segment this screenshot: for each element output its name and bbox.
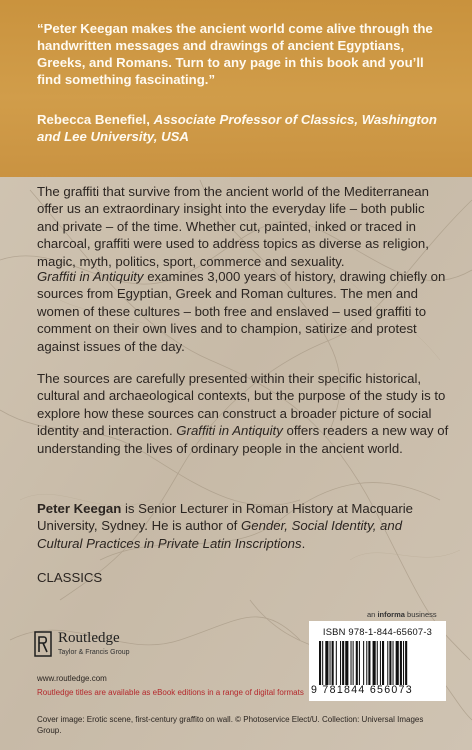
barcode-bar	[340, 641, 341, 685]
description-paragraph-3: The sources are carefully presented within their specific historical, cultural and archaeological contexts, but the purpose of the study is to explore how these sources can construct a broader picture of social identity and interaction. Graffiti in Antiquity offers readers a new way of understanding the lives of ordinary people in the ancient world.	[37, 371, 449, 456]
barcode-bar	[366, 641, 367, 685]
barcode-bar	[405, 641, 407, 685]
author-previous-book: Gender, Social Identity, and Cultural Practices in Private Latin Inscriptions	[37, 518, 403, 551]
ebook-note: Routledge titles are available as eBook editions in a range of digital formats	[37, 688, 304, 697]
endorsement-attribution	[37, 111, 447, 145]
informa-business-label: an informa business	[367, 610, 437, 619]
barcode-bar	[373, 641, 376, 685]
barcode-bar	[382, 641, 384, 685]
barcode-bar	[356, 641, 358, 685]
book-title: Graffiti in Antiquity	[37, 269, 144, 284]
barcode-bar	[322, 641, 323, 685]
barcode-bar	[359, 641, 360, 685]
endorsement-quote: “Peter Keegan makes the ancient world come alive through the handwritten messages and drawings of ancient Egyptians, Greeks, and Romans. Turn to any page in this book and you’ll find something fascinating.”	[37, 21, 433, 87]
barcode-bar	[380, 641, 381, 685]
isbn-label: ISBN 978-1-844-65607-3	[322, 626, 433, 637]
cover-image-credit: Cover image: Erotic scene, first-century graffito on wall. © Photoservice Elect/U. Collection: Universal Images Group.	[37, 715, 424, 735]
endorser-name: Rebecca Benefiel,	[37, 112, 150, 127]
publisher-name: Routledge	[58, 630, 120, 646]
barcode-bar	[389, 641, 391, 685]
author-name: Peter Keegan	[37, 501, 122, 516]
routledge-icon	[34, 631, 52, 657]
isbn-barcode	[309, 621, 446, 701]
barcode-bar	[336, 641, 337, 685]
barcode-bar	[377, 641, 378, 685]
barcode-bar	[342, 641, 344, 685]
barcode-bar	[332, 641, 334, 685]
subject-category: CLASSICS	[37, 570, 103, 585]
description-paragraph-1: The graffiti that survive from the ancient world of the Mediterranean offer us an extraordinary insight into the everyday life – both public and private – of the time. Whether cut, painted, inked or traced in charcoal, graffiti were used to address topics as diverse as religion, magic, myth, politics, sport, commerce and sexuality.	[37, 184, 429, 269]
barcode-bar	[400, 641, 402, 685]
description-paragraph-2: Graffiti in Antiquity examines 3,000 years of history, drawing chiefly on sources from Egyptian, Greek and Roman cultures. The men and women of these cultures – both free and enslaved – used graffiti to comment on their own lives and to champion, satirize and protest against issues of the day.	[37, 269, 446, 354]
barcode-bar	[403, 641, 404, 685]
barcode-bar	[368, 641, 370, 685]
barcode-bar	[363, 641, 364, 685]
barcode-bar	[325, 641, 328, 685]
book-title: Graffiti in Antiquity	[176, 423, 283, 439]
barcode-bar	[351, 641, 352, 685]
barcode-bar	[319, 641, 321, 685]
publisher-website: www.routledge.com	[37, 674, 107, 683]
author-bio: Peter Keegan is Senior Lecturer in Roman History at Macquarie University, Sydney. He is author of Gender, Social Identity, and Cultural Practices in Private Latin Inscriptions.	[37, 501, 414, 551]
barcode-bar	[393, 641, 394, 685]
barcode-bar	[330, 641, 331, 685]
barcode-bars	[319, 641, 436, 685]
barcode-bar	[345, 641, 348, 685]
barcode-bar	[396, 641, 399, 685]
endorser-title: Associate Professor of Classics, Washington and Lee University, USA	[37, 112, 437, 144]
barcode-bar	[387, 641, 388, 685]
barcode-digits: 9 781844 656073	[311, 684, 413, 696]
publisher-subtitle: Taylor & Francis Group	[58, 649, 130, 656]
barcode-bar	[353, 641, 354, 685]
routledge-logo	[34, 627, 164, 663]
